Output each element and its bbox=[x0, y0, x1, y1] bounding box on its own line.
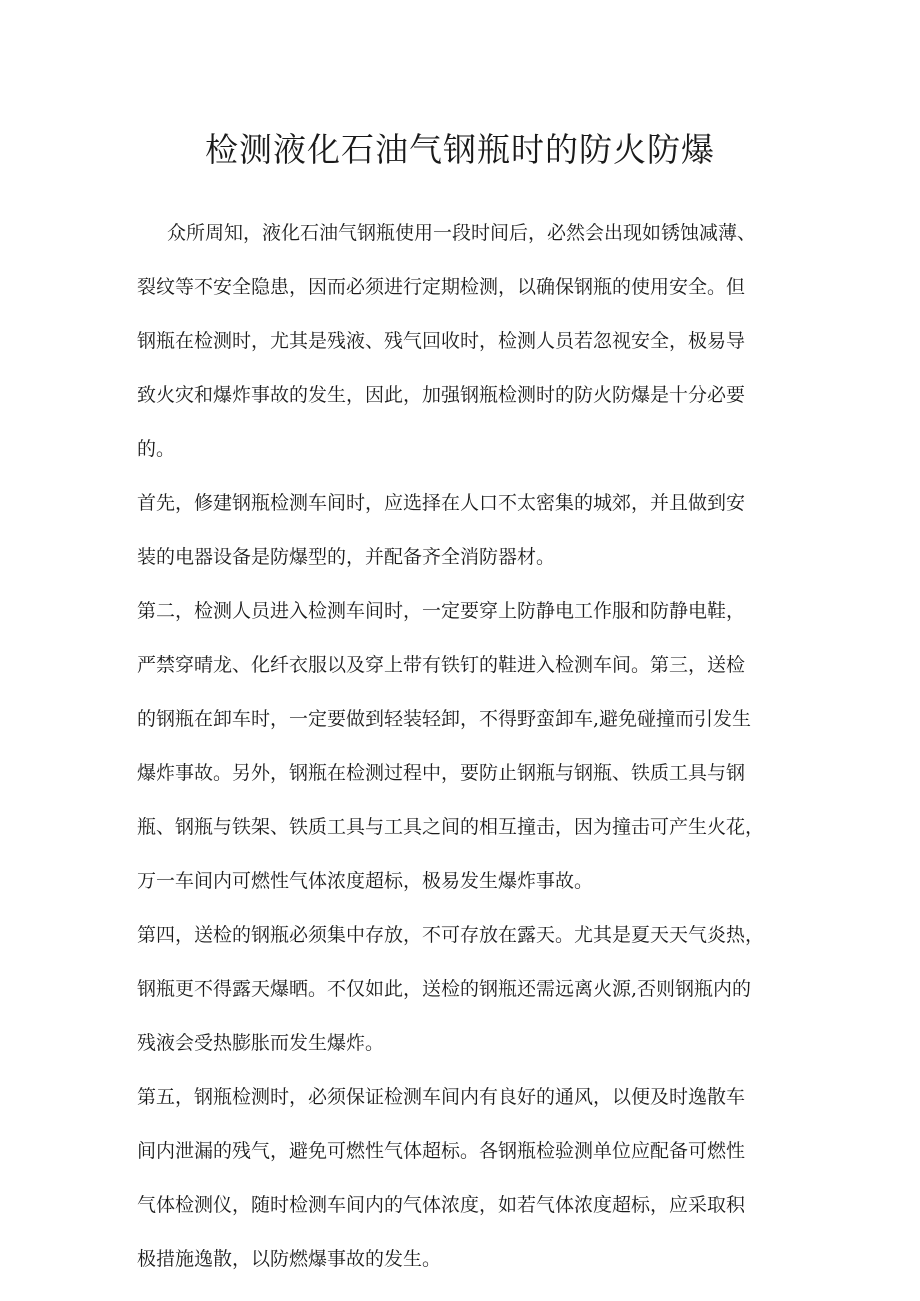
text-line: 钢瓶在检测时，尤其是残液、残气回收时，检测人员若忽视安全，极易导 bbox=[137, 330, 746, 352]
text-line: 严禁穿晴龙、化纤衣服以及穿上带有铁钉的鞋进入检测车间。第三，送检 bbox=[137, 654, 746, 676]
text-line: 众所周知，液化石油气钢瓶使用一段时间后，必然会出现如锈蚀减薄、 bbox=[167, 222, 757, 244]
text-line: 装的电器设备是防爆型的，并配备齐全消防器材。 bbox=[137, 546, 556, 568]
text-line: 致火灾和爆炸事故的发生，因此，加强钢瓶检测时的防火防爆是十分必要 bbox=[137, 384, 746, 406]
text-line: 第五，钢瓶检测时，必须保证检测车间内有良好的通风，以便及时逸散车 bbox=[137, 1086, 746, 1108]
text-line: 爆炸事故。另外，钢瓶在检测过程中，要防止钢瓶与钢瓶、铁质工具与钢 bbox=[137, 762, 746, 784]
document-body bbox=[137, 206, 797, 1286]
document-title: 检测液化石油气钢瓶时的防火防爆 bbox=[205, 130, 715, 169]
text-line: 残液会受热膨胀而发生爆炸。 bbox=[137, 1032, 385, 1054]
text-line: 第四，送检的钢瓶必须集中存放，不可存放在露天。尤其是夏天天气炎热， bbox=[137, 924, 765, 946]
text-line: 的钢瓶在卸车时，一定要做到轻装轻卸，不得野蛮卸车,避免碰撞而引发生 bbox=[137, 708, 752, 730]
text-line: 极措施逸散，以防燃爆事故的发生。 bbox=[137, 1248, 442, 1270]
text-line: 裂纹等不安全隐患，因而必须进行定期检测，以确保钢瓶的使用安全。但 bbox=[137, 276, 746, 298]
text-line: 万一车间内可燃性气体浓度超标，极易发生爆炸事故。 bbox=[137, 870, 594, 892]
text-line: 瓶、钢瓶与铁架、铁质工具与工具之间的相互撞击，因为撞击可产生火花， bbox=[137, 816, 765, 838]
text-line: 钢瓶更不得露天爆晒。不仅如此，送检的钢瓶还需远离火源,否则钢瓶内的 bbox=[137, 978, 752, 1000]
text-line: 的。 bbox=[137, 438, 176, 460]
text-line: 第二，检测人员进入检测车间时，一定要穿上防静电工作服和防静电鞋， bbox=[137, 600, 746, 622]
text-line: 气体检测仪，随时检测车间内的气体浓度，如若气体浓度超标，应采取积 bbox=[137, 1194, 746, 1216]
text-line: 间内泄漏的残气，避免可燃性气体超标。各钢瓶检验测单位应配备可燃性 bbox=[137, 1140, 746, 1162]
text-line: 首先，修建钢瓶检测车间时，应选择在人口不太密集的城郊，并且做到安 bbox=[137, 492, 746, 514]
